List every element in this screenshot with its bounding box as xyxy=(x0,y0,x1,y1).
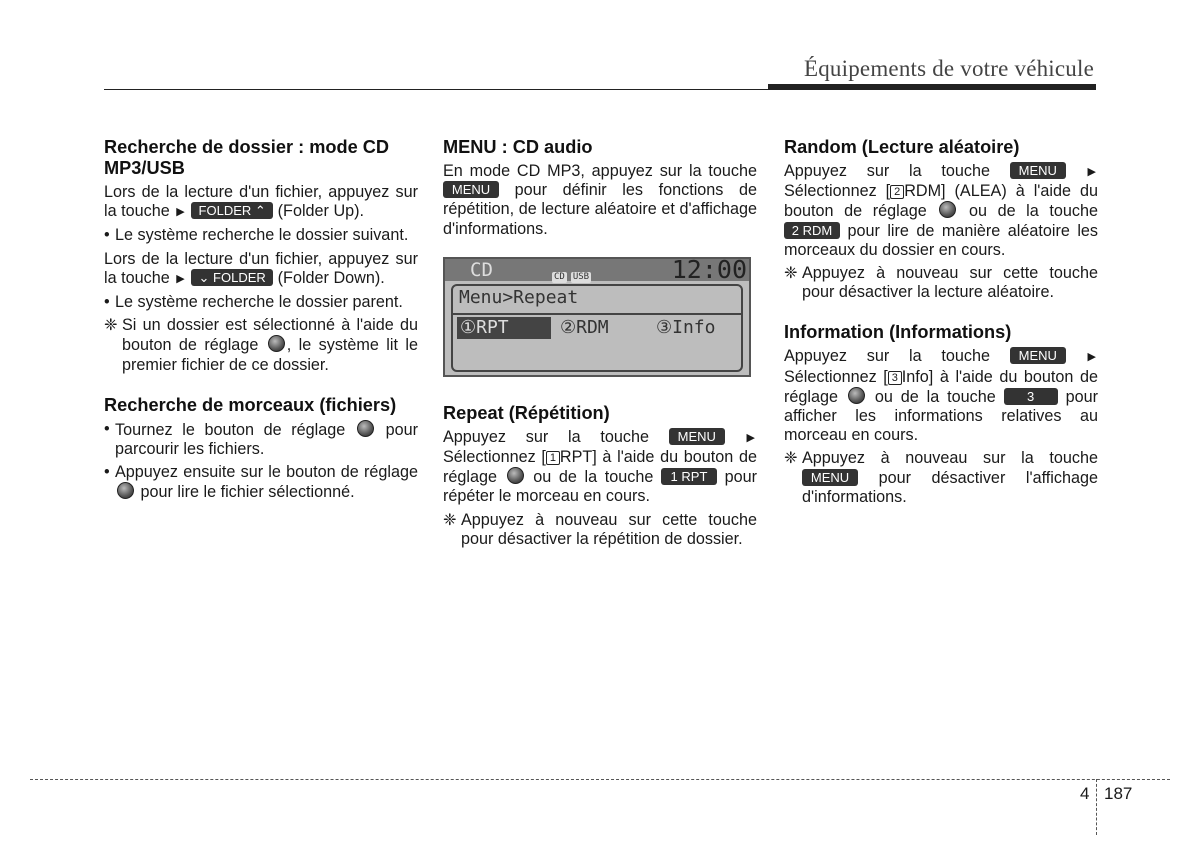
menu-key: MENU xyxy=(1010,347,1066,364)
display-clock: 12:00 xyxy=(671,254,747,284)
menu-key: MENU xyxy=(802,469,858,486)
page-number: 187 xyxy=(1104,784,1133,803)
info-key: 3 xyxy=(1004,388,1058,405)
section-heading-track-search: Recherche de morceaux (fichiers) xyxy=(104,394,397,415)
note-info-off xyxy=(784,449,1098,507)
text: RPT] à l'aide du bouton de réglage xyxy=(443,448,757,487)
rpt-key: 1 RPT xyxy=(661,468,717,485)
text: Lors de la lecture d'un fichier, appuyez sur la touche xyxy=(104,249,418,287)
bullet-parent-folder: • Le système recherche le dossier parent. xyxy=(104,293,418,312)
note-mark-icon: ❈ xyxy=(443,510,457,529)
tune-knob-icon xyxy=(507,467,524,484)
text: pour parcourir les fichiers. xyxy=(115,420,419,459)
paragraph-information xyxy=(784,347,1098,445)
note-random-off xyxy=(784,264,1098,302)
text: pour désactiver l'affichage d'informations. xyxy=(802,468,1098,506)
text: pour lire de manière aléatoire les morceaux du dossier en cours. xyxy=(784,221,1099,259)
section-heading-repeat: Repeat (Répétition) xyxy=(443,402,610,423)
menu-key: MENU xyxy=(669,428,725,445)
tune-knob-icon xyxy=(117,482,134,499)
note-mark-icon: ❈ xyxy=(784,449,798,468)
text: Appuyez à nouveau sur la touche xyxy=(802,449,1098,468)
paragraph-folder-up xyxy=(104,183,418,222)
text: Si un dossier est sélectionné à l'aide du bouton de réglage xyxy=(122,316,418,355)
arrow-right-icon: ▶ xyxy=(176,206,185,219)
text: Sélectionnez [ xyxy=(784,367,888,386)
display-option-rdm: ②RDM xyxy=(560,316,609,338)
header-rule-thick xyxy=(768,84,1096,89)
tune-knob-icon xyxy=(939,201,956,218)
section-heading-folder-search: Recherche de dossier : mode CD MP3/USB xyxy=(104,137,390,178)
text: Appuyez sur la touche xyxy=(784,347,990,366)
text: ou de la touche xyxy=(968,202,1098,221)
bullet-turn-knob xyxy=(104,420,418,459)
radio-display-screen xyxy=(443,254,751,377)
arrow-right-icon: ▶ xyxy=(1087,166,1097,178)
menu-key: MENU xyxy=(443,181,499,198)
arrow-right-icon: ▶ xyxy=(176,272,185,285)
text: pour afficher les informations relatives au morceau en cours. xyxy=(784,387,1098,445)
paragraph-folder-down xyxy=(104,250,418,289)
text: En mode CD MP3, appuyez sur la touche xyxy=(443,162,757,180)
display-menu-panel xyxy=(451,284,743,372)
number-box: 3 xyxy=(888,371,902,385)
folder-up-key: FOLDER ⌃ xyxy=(191,202,273,219)
footer-vertical-divider xyxy=(1096,779,1097,835)
note-folder-selected xyxy=(104,316,418,375)
page-header-title: Équipements de votre véhicule xyxy=(803,56,1094,81)
text: Info] à l'aide du bouton de réglage xyxy=(784,367,1098,406)
bullet-next-folder: • Le système recherche le dossier suivant. xyxy=(104,226,418,245)
section-heading-information: Information (Informations) xyxy=(784,322,1012,343)
tune-knob-icon xyxy=(848,387,865,404)
note-mark-icon: ❈ xyxy=(104,316,118,335)
text: Tournez le bouton de réglage xyxy=(115,420,346,439)
number-box: 1 xyxy=(546,451,560,465)
column-middle xyxy=(443,137,757,553)
text: Appuyez sur la touche xyxy=(784,162,990,180)
text: Appuyez à nouveau sur cette touche pour désactiver la lecture aléatoire. xyxy=(802,264,1098,302)
text: ou de la touche xyxy=(874,387,996,406)
display-source: CD xyxy=(470,258,493,281)
rdm-key: 2 RDM xyxy=(784,222,840,239)
tune-knob-icon xyxy=(268,335,285,352)
display-option-rpt: ①RPT xyxy=(457,317,551,339)
paragraph-random xyxy=(784,162,1098,260)
number-box: 2 xyxy=(890,185,904,199)
section-heading-menu-cd: MENU : CD audio xyxy=(443,137,593,157)
column-right xyxy=(784,137,1098,511)
text: (Folder Up). xyxy=(277,202,365,221)
text: Sélectionnez [ xyxy=(784,182,891,201)
paragraph-menu-intro xyxy=(443,162,757,239)
text: , le système lit le premier fichier de ce dossier. xyxy=(122,336,418,374)
paragraph-repeat xyxy=(443,428,757,507)
text: Lors de la lecture d'un fichier, appuyez sur la touche xyxy=(104,183,418,221)
folder-down-key: ⌄ FOLDER xyxy=(191,269,273,286)
arrow-right-icon: ▶ xyxy=(1087,351,1097,364)
display-divider xyxy=(453,313,741,315)
text: Sélectionnez [ xyxy=(443,448,546,467)
text: Appuyez à nouveau sur cette touche pour désactiver la répétition de dossier. xyxy=(461,510,757,548)
text: RDM] (ALEA) à l'aide du bouton de réglage xyxy=(784,182,1099,221)
arrow-right-icon: ▶ xyxy=(746,431,756,444)
display-option-info: ③Info xyxy=(656,316,716,338)
bullet-press-knob xyxy=(104,463,418,502)
note-repeat-off xyxy=(443,511,757,549)
text: pour lire le fichier sélectionné. xyxy=(140,483,355,502)
text: pour répéter le morceau en cours. xyxy=(443,468,757,506)
text: (Folder Down). xyxy=(277,268,385,287)
tune-knob-icon xyxy=(357,420,374,437)
display-media-icons xyxy=(552,264,595,283)
column-left xyxy=(104,137,418,507)
section-heading-random: Random (Lecture aléatoire) xyxy=(784,137,1020,157)
menu-key: MENU xyxy=(1010,162,1066,179)
chapter-number: 4 xyxy=(1080,784,1090,803)
footer-divider xyxy=(30,779,1170,780)
text: Appuyez ensuite sur le bouton de réglage xyxy=(115,463,418,482)
note-mark-icon: ❈ xyxy=(784,264,798,283)
text: ou de la touche xyxy=(533,468,654,487)
cd-icon: CD xyxy=(554,271,565,282)
usb-icon: USB xyxy=(572,271,590,282)
display-menu-title: Menu>Repeat xyxy=(459,286,579,308)
text: pour définir les fonctions de répétition, de lecture aléatoire et d'affichage d'informations. xyxy=(443,181,757,238)
text: Appuyez sur la touche xyxy=(443,427,649,446)
header-rule-thin xyxy=(104,89,1096,90)
